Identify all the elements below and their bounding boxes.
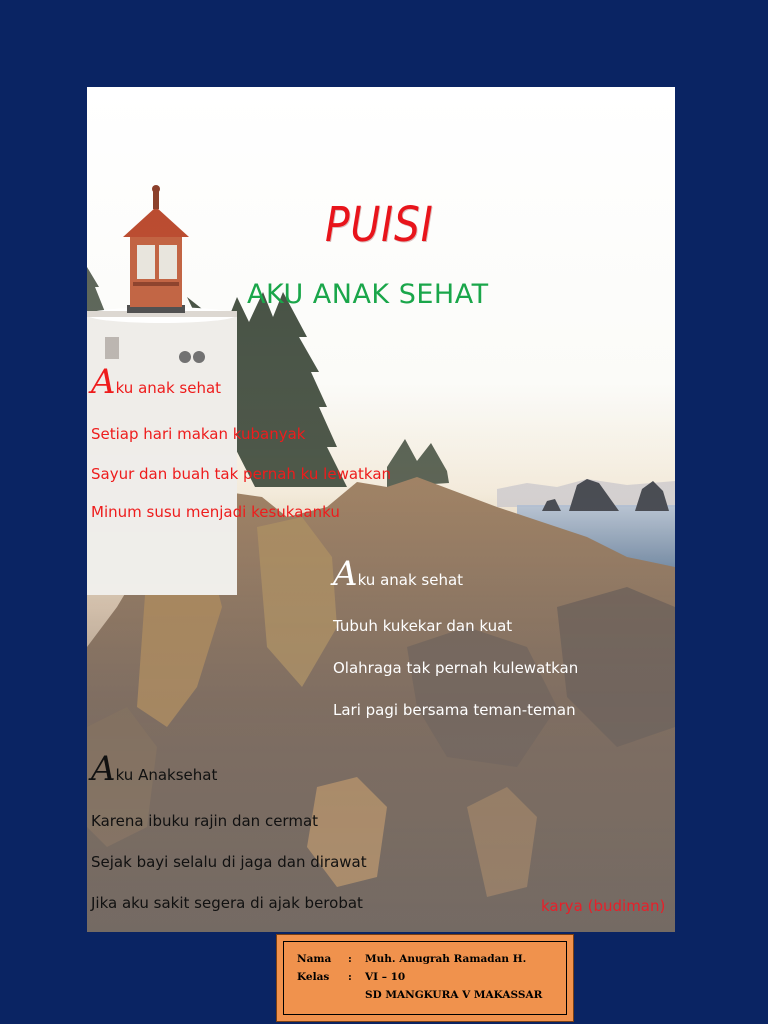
stanza-2-first-line-text: ku anak sehat bbox=[357, 571, 464, 589]
poem-subtitle: AKU ANAK SEHAT bbox=[247, 279, 489, 310]
author-signature: karya (budiman) bbox=[541, 897, 666, 915]
drop-cap: A bbox=[91, 362, 116, 402]
school-name: SD MANGKURA V MAKASSAR bbox=[365, 989, 543, 1001]
stanza-3-line-3: Sejak bayi selalu di jaga dan dirawat bbox=[91, 853, 367, 871]
stanza-3-line-1 bbox=[91, 749, 218, 789]
student-identity-box bbox=[276, 934, 574, 1022]
stanza-1-line-3: Sayur dan buah tak pernah ku lewatkan bbox=[91, 465, 392, 483]
stanza-3-line-4: Jika aku sakit segera di ajak berobat bbox=[91, 894, 363, 912]
poem-poster bbox=[87, 87, 675, 932]
stanza-1-line-4: Minum susu menjadi kesukaanku bbox=[91, 503, 340, 521]
stanza-3-first-line-text: ku Anaksehat bbox=[115, 766, 218, 784]
class-value: VI – 10 bbox=[365, 971, 406, 983]
stanza-2-line-3: Olahraga tak pernah kulewatkan bbox=[333, 659, 579, 677]
stanza-1-line-1 bbox=[91, 362, 222, 402]
name-value: Muh. Anugrah Ramadan H. bbox=[365, 953, 527, 965]
stanza-2-line-4: Lari pagi bersama teman-teman bbox=[333, 701, 576, 719]
drop-cap: A bbox=[91, 749, 116, 789]
stanza-2-line-2: Tubuh kukekar dan kuat bbox=[333, 617, 513, 635]
stanza-2-line-1 bbox=[333, 554, 464, 594]
stanza-1-first-line-text: ku anak sehat bbox=[115, 379, 222, 397]
class-label: Kelas bbox=[297, 971, 330, 983]
stanza-3-line-2: Karena ibuku rajin dan cermat bbox=[91, 812, 319, 830]
name-separator: : bbox=[348, 953, 352, 965]
poem-title: PUISI bbox=[325, 197, 434, 253]
drop-cap: A bbox=[333, 554, 358, 594]
name-label: Nama bbox=[297, 953, 332, 965]
class-separator: : bbox=[348, 971, 352, 983]
stanza-1-line-2: Setiap hari makan kubanyak bbox=[91, 425, 306, 443]
